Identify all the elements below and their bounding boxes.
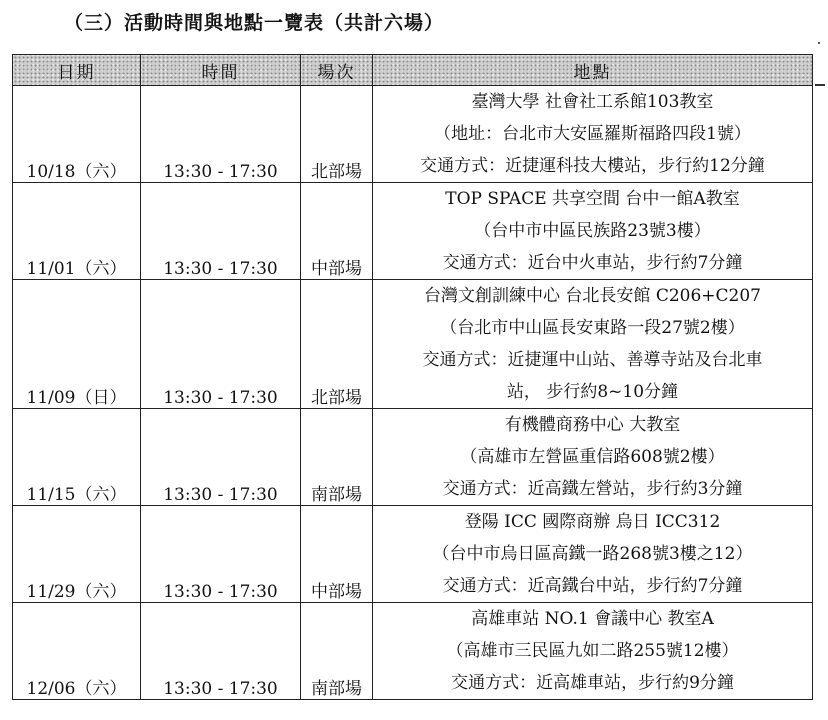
location-line: （高雄市左營區重信路608號2樓）: [460, 447, 725, 467]
table-row: [13, 603, 813, 700]
header-time: 時間: [141, 55, 301, 86]
location-line: 交通方式：近台中火車站，步行約7分鐘: [442, 253, 743, 273]
location-line: 站， 步行約8~10分鐘: [506, 382, 679, 402]
location-line: 交通方式：近高鐵台中站，步行約7分鐘: [442, 576, 743, 596]
location-line: （台中市烏日區高鐵一路268號3樓之12）: [432, 544, 753, 564]
location-line: （高雄市三民區九如二路255號12樓）: [446, 641, 739, 661]
date-cell: 11/09（日）: [13, 280, 141, 409]
venue-cell: 北部場: [301, 86, 373, 183]
location-line: 台灣文創訓練中心 台北長安館 C206+C207: [424, 286, 761, 306]
location-line: 登陽 ICC 國際商辦 烏日 ICC312: [464, 512, 721, 532]
date-cell: 11/15（六）: [13, 409, 141, 506]
location-line: （地址：台北市大安區羅斯福路四段1號）: [434, 124, 751, 144]
edge-dot: [818, 42, 820, 44]
location-cell: [373, 409, 813, 506]
location-line: 高雄車站 NO.1 會議中心 教室A: [471, 609, 714, 629]
venue-cell: 南部場: [301, 603, 373, 700]
time-cell: 13:30 - 17:30: [141, 280, 301, 409]
time-cell: 13:30 - 17:30: [141, 506, 301, 603]
venue-cell: 中部場: [301, 183, 373, 280]
location-cell: [373, 86, 813, 183]
location-line: TOP SPACE 共享空間 台中一館A教室: [445, 189, 740, 209]
location-cell: [373, 183, 813, 280]
table-row: [13, 183, 813, 280]
header-row: [13, 55, 813, 86]
edge-mark: [815, 84, 825, 86]
venue-cell: 中部場: [301, 506, 373, 603]
table-row: [13, 506, 813, 603]
time-cell: 13:30 - 17:30: [141, 86, 301, 183]
location-line: 臺灣大學 社會社工系館103教室: [471, 92, 714, 112]
date-cell: 11/29（六）: [13, 506, 141, 603]
page-title: （三）活動時間與地點一覽表（共計六場）: [64, 12, 445, 34]
location-line: （台中市中區民族路23號3樓）: [474, 221, 711, 241]
table-row: [13, 86, 813, 183]
venue-cell: 南部場: [301, 409, 373, 506]
time-cell: 13:30 - 17:30: [141, 183, 301, 280]
venue-cell: 北部場: [301, 280, 373, 409]
location-line: 交通方式：近捷運中山站、善導寺站及台北車: [422, 350, 763, 370]
header-venue: 場次: [301, 55, 373, 86]
table-row: [13, 409, 813, 506]
time-cell: 13:30 - 17:30: [141, 409, 301, 506]
schedule-table: [12, 54, 813, 700]
schedule-body: [13, 86, 813, 700]
location-line: 有機體商務中心 大教室: [504, 415, 681, 435]
date-cell: 10/18（六）: [13, 86, 141, 183]
location-line: 交通方式：近高鐵左營站，步行約3分鐘: [442, 479, 743, 499]
header-location: 地點: [373, 55, 813, 86]
location-line: 交通方式：近捷運科技大樓站，步行約12分鐘: [420, 156, 765, 176]
location-cell: [373, 280, 813, 409]
location-cell: [373, 603, 813, 700]
date-cell: 11/01（六）: [13, 183, 141, 280]
location-line: （台北市中山區長安東路一段27號2樓）: [440, 318, 745, 338]
table-row: [13, 280, 813, 409]
location-line: 交通方式：近高雄車站，步行約9分鐘: [451, 673, 734, 693]
time-cell: 13:30 - 17:30: [141, 603, 301, 700]
date-cell: 12/06（六）: [13, 603, 141, 700]
location-cell: [373, 506, 813, 603]
header-date: 日期: [13, 55, 141, 86]
